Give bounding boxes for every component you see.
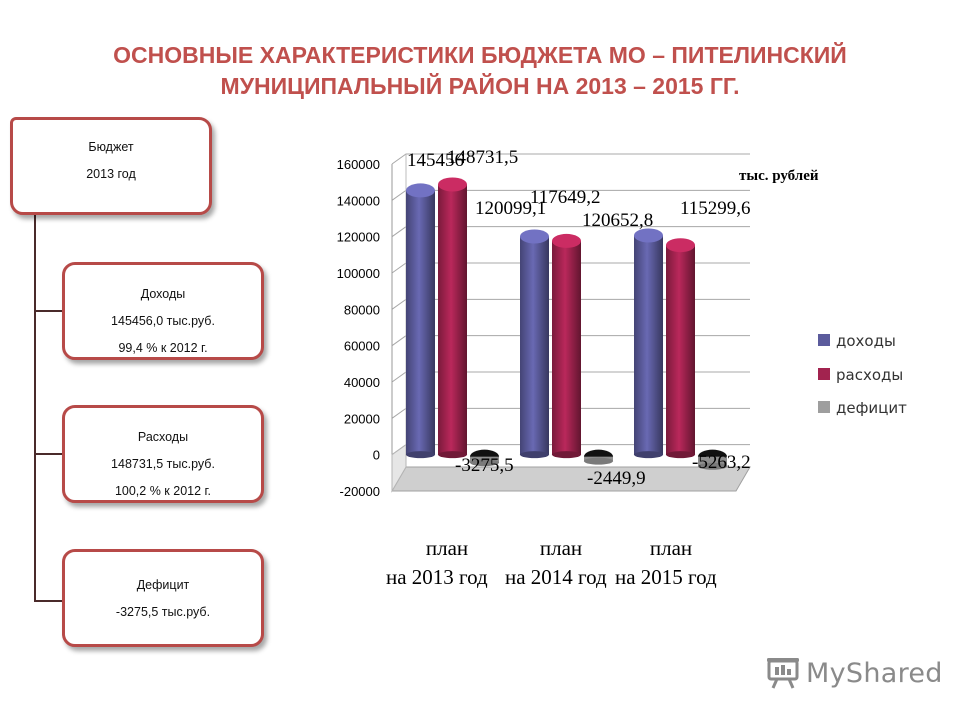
y-tick-label: 160000 [336,157,380,172]
bar [634,228,663,458]
y-tick-label: 100000 [336,266,380,281]
data-label: 120099,1 [475,198,547,219]
y-tick-label: -20000 [339,484,380,499]
watermark-logo [766,655,943,691]
x-category-label: план [425,536,469,560]
bar-body [666,245,695,454]
data-label: 145456 [407,150,464,171]
data-label: 120652,8 [582,210,654,231]
income-percent: 99,4 % к 2012 г. [118,341,208,355]
data-label: -2449,9 [587,468,646,489]
income-label: Доходы [140,287,186,301]
y-tick-label: 40000 [343,375,380,390]
bar [584,450,613,465]
y-tick-label: 20000 [343,411,380,427]
bar [438,177,467,458]
bar-top [552,234,581,248]
income-amount: 145456,0 тыс.руб. [111,314,215,328]
bar-top [406,183,435,197]
legend-label: доходы [836,332,896,350]
bar-top [520,229,549,243]
x-category-label: на 2015 год [615,565,717,589]
y-tick-label: 140000 [336,193,380,209]
unit-label: тыс. рублей [739,168,819,184]
legend-label: расходы [836,366,904,384]
bar [552,234,581,458]
x-category-label: на 2013 год [386,565,488,589]
y-tick-label: 80000 [343,302,380,318]
deficit-amount: -3275,5 тыс.руб. [115,605,211,619]
data-label: -5263,2 [692,452,751,473]
expenses-percent: 100,2 % к 2012 г. [114,484,212,498]
bar-body [406,190,435,454]
y-tick-label: 120000 [336,229,380,245]
y-tick-label: 0 [372,447,380,463]
title-line-2: МУНИЦИПАЛЬНЫЙ РАЙОН НА 2013 – 2015 ГГ. [220,73,740,99]
bar [406,183,435,458]
data-label: 115299,6 [680,198,751,219]
deficit-label: Дефицит [136,578,190,592]
data-label: -3275,5 [455,455,514,476]
expenses-label: Расходы [137,430,189,444]
bar-body [438,184,467,454]
legend-swatch [818,368,830,380]
bar-top [666,238,695,252]
bar-base [520,451,549,458]
data-label: 148731,5 [447,147,519,168]
title-line-1: ОСНОВНЫЕ ХАРАКТЕРИСТИКИ БЮДЖЕТА МО – ПИТЕЛИНСКИЙ [113,42,847,68]
x-category-label: на 2014 год [505,565,607,589]
budget-root-label: Бюджет [88,140,134,154]
bar-base [634,451,663,458]
bar-base [666,451,695,458]
expenses-amount: 148731,5 тыс.руб. [111,457,215,471]
presentation-board-icon [766,657,800,689]
bar-body [552,241,581,455]
x-category-label: план [649,536,693,560]
legend-swatch [818,401,830,413]
bar [666,238,695,458]
bar-base [584,458,613,465]
bar [520,229,549,458]
data-label: 117649,2 [530,187,601,208]
legend-swatch [818,334,830,346]
bar-top [438,177,467,191]
bar-body [634,235,663,454]
budget-root-year: 2013 год [86,167,136,181]
bar-base [552,451,581,458]
y-tick-label: 60000 [343,338,380,354]
bar-base [406,451,435,458]
legend-label: дефицит [836,399,907,417]
x-category-label: план [539,536,583,560]
watermark-text: MyShared [806,657,943,689]
bar-body [520,236,549,454]
